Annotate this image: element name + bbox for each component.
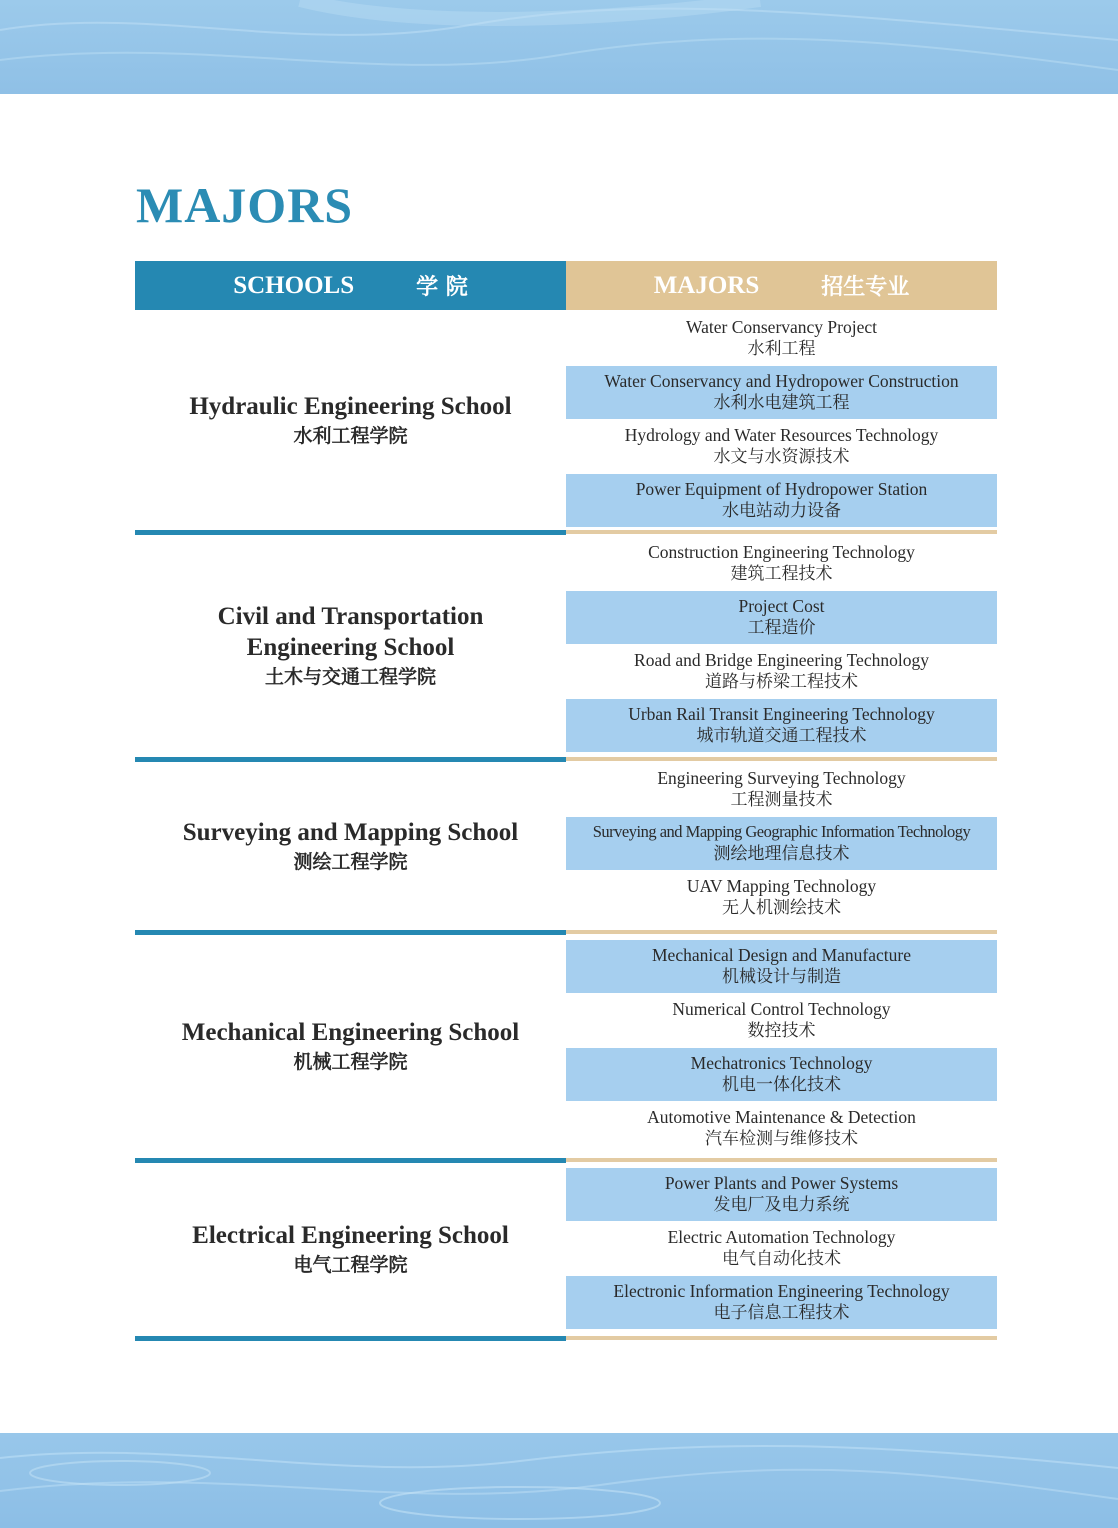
- major-item: [566, 591, 997, 644]
- school-group: [135, 935, 997, 1158]
- major-name-en: Power Equipment of Hydropower Station: [635, 479, 928, 499]
- header-majors-en: MAJORS: [653, 271, 760, 299]
- major-name-zh: 工程测量技术: [730, 790, 833, 810]
- major-item: [566, 645, 997, 698]
- majors-list: [566, 310, 997, 530]
- school-name-en-line2: Engineering School: [246, 634, 455, 661]
- major-item: [566, 817, 997, 870]
- major-item: [566, 312, 997, 365]
- group-separator: [135, 1336, 997, 1341]
- school-name-en: Civil and Transportation: [217, 603, 484, 630]
- major-name-en: UAV Mapping Technology: [686, 876, 877, 896]
- header-schools: [135, 261, 566, 310]
- school-name-zh: 测绘工程学院: [293, 850, 408, 873]
- school-group: [135, 535, 997, 757]
- major-name-zh: 建筑工程技术: [730, 564, 833, 584]
- school-name-zh: 机械工程学院: [293, 1051, 408, 1073]
- major-name-en: Water Conservancy and Hydropower Construction: [604, 371, 959, 391]
- major-item: [566, 1222, 997, 1275]
- major-item: [566, 699, 997, 752]
- major-item: [566, 1276, 997, 1329]
- major-name-en: Engineering Surveying Technology: [657, 768, 906, 788]
- header-schools-en: SCHOOLS: [233, 271, 355, 299]
- major-name-zh: 电子信息工程技术: [713, 1303, 850, 1323]
- major-item: [566, 1102, 997, 1155]
- majors-list: [566, 762, 997, 930]
- major-item: [566, 763, 997, 816]
- major-name-en: Construction Engineering Technology: [648, 542, 915, 562]
- major-name-zh: 工程造价: [747, 618, 816, 638]
- school-group: [135, 1163, 997, 1336]
- header-schools-zh: 学 院: [416, 275, 468, 300]
- major-name-zh: 测绘地理信息技术: [713, 844, 850, 864]
- school-name-en: Mechanical Engineering School: [181, 1019, 520, 1046]
- major-name-zh: 机械设计与制造: [722, 967, 841, 987]
- majors-table: [135, 261, 997, 1341]
- major-name-zh: 道路与桥梁工程技术: [705, 672, 858, 692]
- header-majors-zh: 招生专业: [821, 275, 910, 300]
- school-cell: [135, 762, 566, 930]
- school-name-en: Surveying and Mapping School: [182, 818, 519, 846]
- major-item: [566, 366, 997, 419]
- major-item: [566, 1048, 997, 1101]
- table-header: [135, 261, 997, 310]
- major-name-zh: 电气自动化技术: [722, 1249, 841, 1269]
- school-cell: [135, 1163, 566, 1336]
- majors-list: [566, 935, 997, 1158]
- school-name-zh: 土木与交通工程学院: [264, 666, 436, 688]
- major-name-en: Electronic Information Engineering Technology: [613, 1281, 950, 1301]
- major-name-zh: 数控技术: [747, 1021, 816, 1041]
- major-name-en: Mechatronics Technology: [690, 1053, 873, 1073]
- major-name-en: Power Plants and Power Systems: [664, 1173, 899, 1193]
- school-group: [135, 762, 997, 930]
- top-decorative-band: [0, 0, 1118, 94]
- school-name-en: Hydraulic Engineering School: [189, 392, 512, 420]
- school-cell: [135, 935, 566, 1158]
- major-name-en: Water Conservancy Project: [685, 317, 878, 337]
- major-name-zh: 无人机测绘技术: [722, 898, 841, 918]
- wave-pattern: [0, 1433, 1118, 1528]
- major-name-en: Urban Rail Transit Engineering Technology: [628, 704, 935, 724]
- majors-list: [566, 535, 997, 757]
- major-name-en: Automotive Maintenance & Detection: [647, 1107, 916, 1127]
- school-name-zh: 水利工程学院: [293, 424, 408, 447]
- major-name-zh: 发电厂及电力系统: [713, 1195, 850, 1215]
- major-item: [566, 474, 997, 527]
- major-name-zh: 机电一体化技术: [722, 1075, 841, 1095]
- school-cell: [135, 535, 566, 757]
- major-name-en: Electric Automation Technology: [667, 1227, 896, 1247]
- major-item: [566, 994, 997, 1047]
- school-name-zh: 电气工程学院: [293, 1254, 408, 1276]
- major-name-en: Mechanical Design and Manufacture: [652, 945, 911, 965]
- majors-list: [566, 1163, 997, 1336]
- major-name-en: Surveying and Mapping Geographic Information Technology: [592, 822, 971, 841]
- major-name-en: Hydrology and Water Resources Technology: [624, 425, 939, 445]
- wave-pattern: [0, 0, 1118, 94]
- school-cell: [135, 310, 566, 530]
- major-name-zh: 水文与水资源技术: [713, 447, 850, 467]
- major-name-zh: 水利工程: [747, 339, 816, 359]
- major-name-en: Road and Bridge Engineering Technology: [634, 650, 929, 670]
- major-item: [566, 871, 997, 924]
- major-name-zh: 水利水电建筑工程: [713, 393, 850, 413]
- school-name-en: Electrical Engineering School: [192, 1222, 509, 1249]
- major-name-zh: 汽车检测与维修技术: [705, 1129, 858, 1149]
- major-name-zh: 水电站动力设备: [722, 501, 841, 521]
- header-majors: [566, 261, 997, 310]
- major-name-en: Project Cost: [738, 596, 825, 616]
- bottom-decorative-band: [0, 1433, 1118, 1528]
- major-item: [566, 1168, 997, 1221]
- school-group: [135, 310, 997, 530]
- major-item: [566, 537, 997, 590]
- major-name-zh: 城市轨道交通工程技术: [696, 726, 867, 746]
- major-item: [566, 420, 997, 473]
- major-item: [566, 940, 997, 993]
- major-name-en: Numerical Control Technology: [672, 999, 891, 1019]
- page-title: MAJORS: [136, 177, 354, 233]
